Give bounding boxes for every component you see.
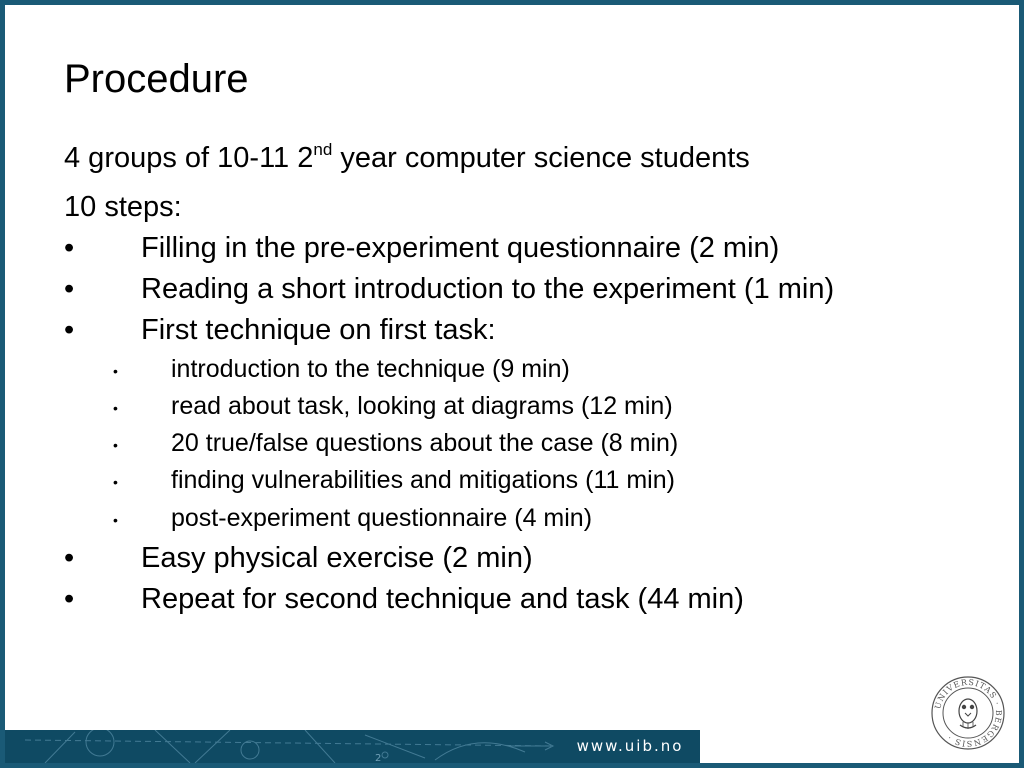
- list-item-text: Easy physical exercise (2 min): [141, 542, 533, 574]
- sub-list-item-text: introduction to the technique (9 min): [171, 355, 570, 383]
- slide: [5, 5, 1019, 763]
- intro-superscript: nd: [313, 140, 333, 159]
- sub-bullet-mark: •: [113, 474, 118, 490]
- sub-bullet-mark: •: [113, 400, 118, 416]
- slide-title: Procedure: [64, 57, 249, 101]
- sub-bullet-mark: •: [113, 363, 118, 379]
- svg-text:UNIVERSITAS · BERGENSIS ·: UNIVERSITAS · BERGENSIS ·: [933, 677, 1004, 749]
- sub-list-item-text: read about task, looking at diagrams (12 min): [171, 392, 673, 420]
- sub-list-item-text: post-experiment questionnaire (4 min): [171, 504, 593, 532]
- sub-list-item-text: 20 true/false questions about the case (8 min): [171, 429, 679, 457]
- list-item-text: Filling in the pre-experiment questionnaire (2 min): [141, 232, 780, 264]
- sub-bullet-mark: •: [113, 437, 118, 453]
- list-item-text: First technique on first task:: [141, 314, 496, 346]
- footer-url[interactable]: www.uib.no: [560, 730, 700, 763]
- bullet-mark: •: [64, 583, 75, 615]
- intro-line: [64, 141, 750, 175]
- steps-heading: 10 steps:: [64, 191, 182, 223]
- sub-list-item-text: finding vulnerabilities and mitigations (11 min): [171, 466, 675, 494]
- intro-prefix: 4 groups of 10-11 2: [64, 142, 314, 174]
- list-item-text: Repeat for second technique and task (44 min): [141, 583, 744, 615]
- bullet-mark: •: [64, 273, 75, 305]
- footer: [5, 730, 1019, 763]
- sub-bullet-mark: •: [113, 512, 118, 528]
- svg-text:2: 2: [375, 753, 382, 763]
- bullet-mark: •: [64, 542, 75, 574]
- bullet-mark: •: [64, 232, 75, 264]
- bullet-mark: •: [64, 314, 75, 346]
- list-item-text: Reading a short introduction to the experiment (1 min): [141, 273, 835, 305]
- intro-suffix: year computer science students: [332, 142, 750, 174]
